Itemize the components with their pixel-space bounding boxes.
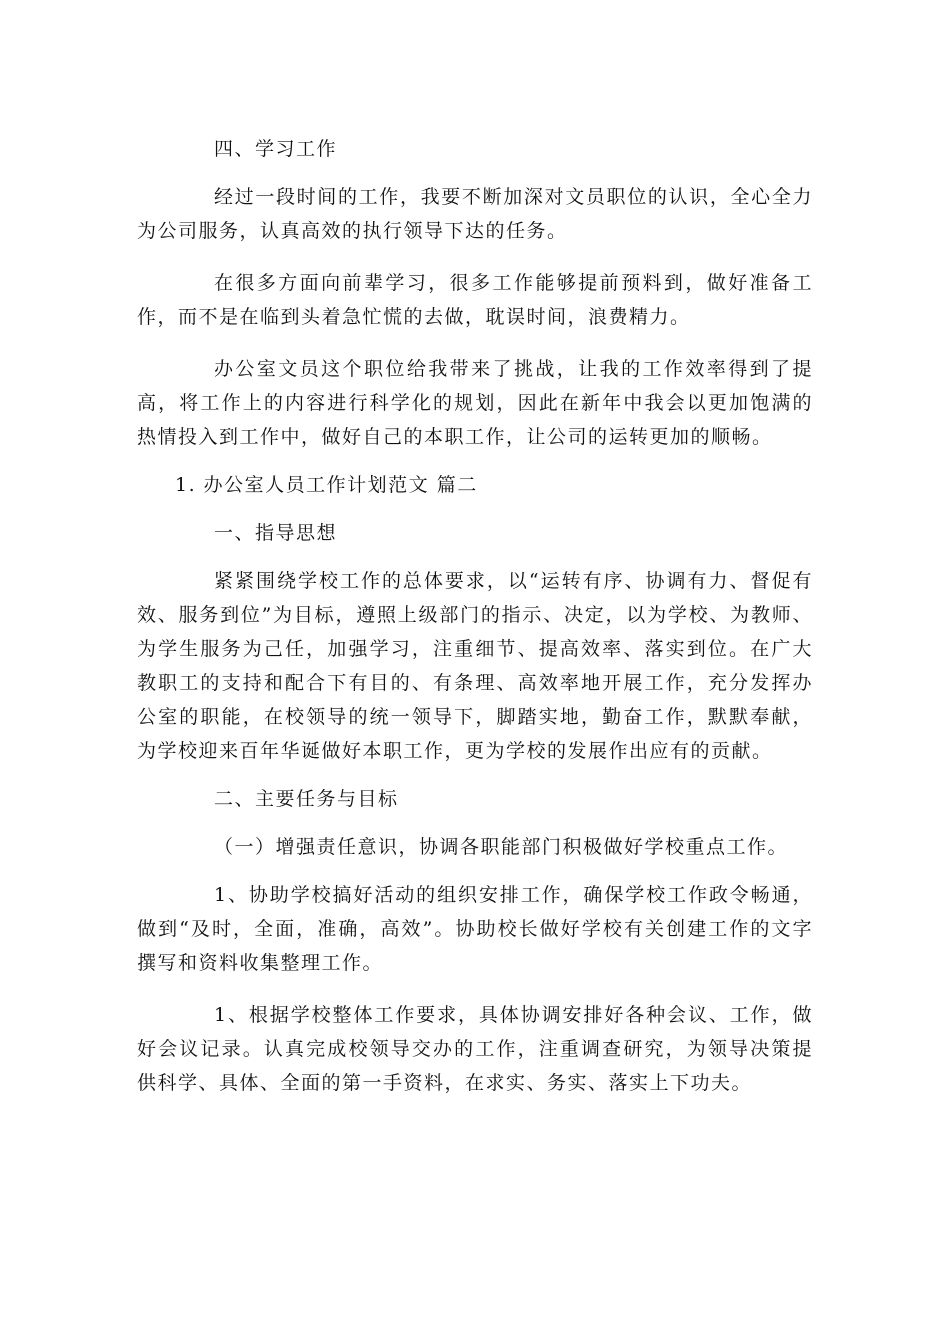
subsection-heading: （一）增强责任意识，协调各职能部门积极做好学校重点工作。 [214, 836, 789, 858]
body-paragraph: 办公室文员这个职位给我带来了挑战，让我的工作效率得到了提高，将工作上的内容进行科学化的规划，因此在新年中我会以更加饱满的热情投入到工作中，做好自己的本职工作，让公司的运转更加的顺畅。 [137, 358, 813, 448]
section-heading-study-work: 四、学习工作 [214, 138, 338, 160]
article-title: 1. 办公室人员工作计划范文 篇二 [175, 474, 478, 496]
section-heading-guiding-ideology: 一、指导思想 [214, 522, 338, 544]
body-paragraph: 在很多方面向前辈学习，很多工作能够提前预料到，做好准备工作，而不是在临到头着急忙慌的去做，耽误时间，浪费精力。 [137, 272, 813, 328]
document-body [137, 132, 813, 1100]
body-paragraph: 1、根据学校整体工作要求，具体协调安排好各种会议、工作，做好会议记录。认真完成校领导交办的工作，注重调查研究，为领导决策提供科学、具体、全面的第一手资料，在求实、务实、落实上下功夫。 [137, 1004, 813, 1094]
section-heading-main-tasks: 二、主要任务与目标 [214, 788, 399, 810]
body-paragraph: 1、协助学校搞好活动的组织安排工作，确保学校工作政令畅通，做到“及时，全面，准确，高效”。协助校长做好学校有关创建工作的文字撰写和资料收集整理工作。 [137, 884, 813, 974]
body-paragraph: 紧紧围绕学校工作的总体要求，以“运转有序、协调有力、督促有效、服务到位”为目标，遵照上级部门的指示、决定，以为学校、为教师、为学生服务为己任，加强学习，注重细节、提高效率、落实到位。在广大教职工的支持和配合下有目的、有条理、高效率地开展工作，充分发挥办公室的职能，在校领导的统一领导下，脚踏实地，勤奋工作，默默奉献，为学校迎来百年华诞做好本职工作，更为学校的发展作出应有的贡献。 [137, 570, 813, 762]
body-paragraph: 经过一段时间的工作，我要不断加深对文员职位的认识，全心全力为公司服务，认真高效的执行领导下达的任务。 [137, 186, 813, 242]
